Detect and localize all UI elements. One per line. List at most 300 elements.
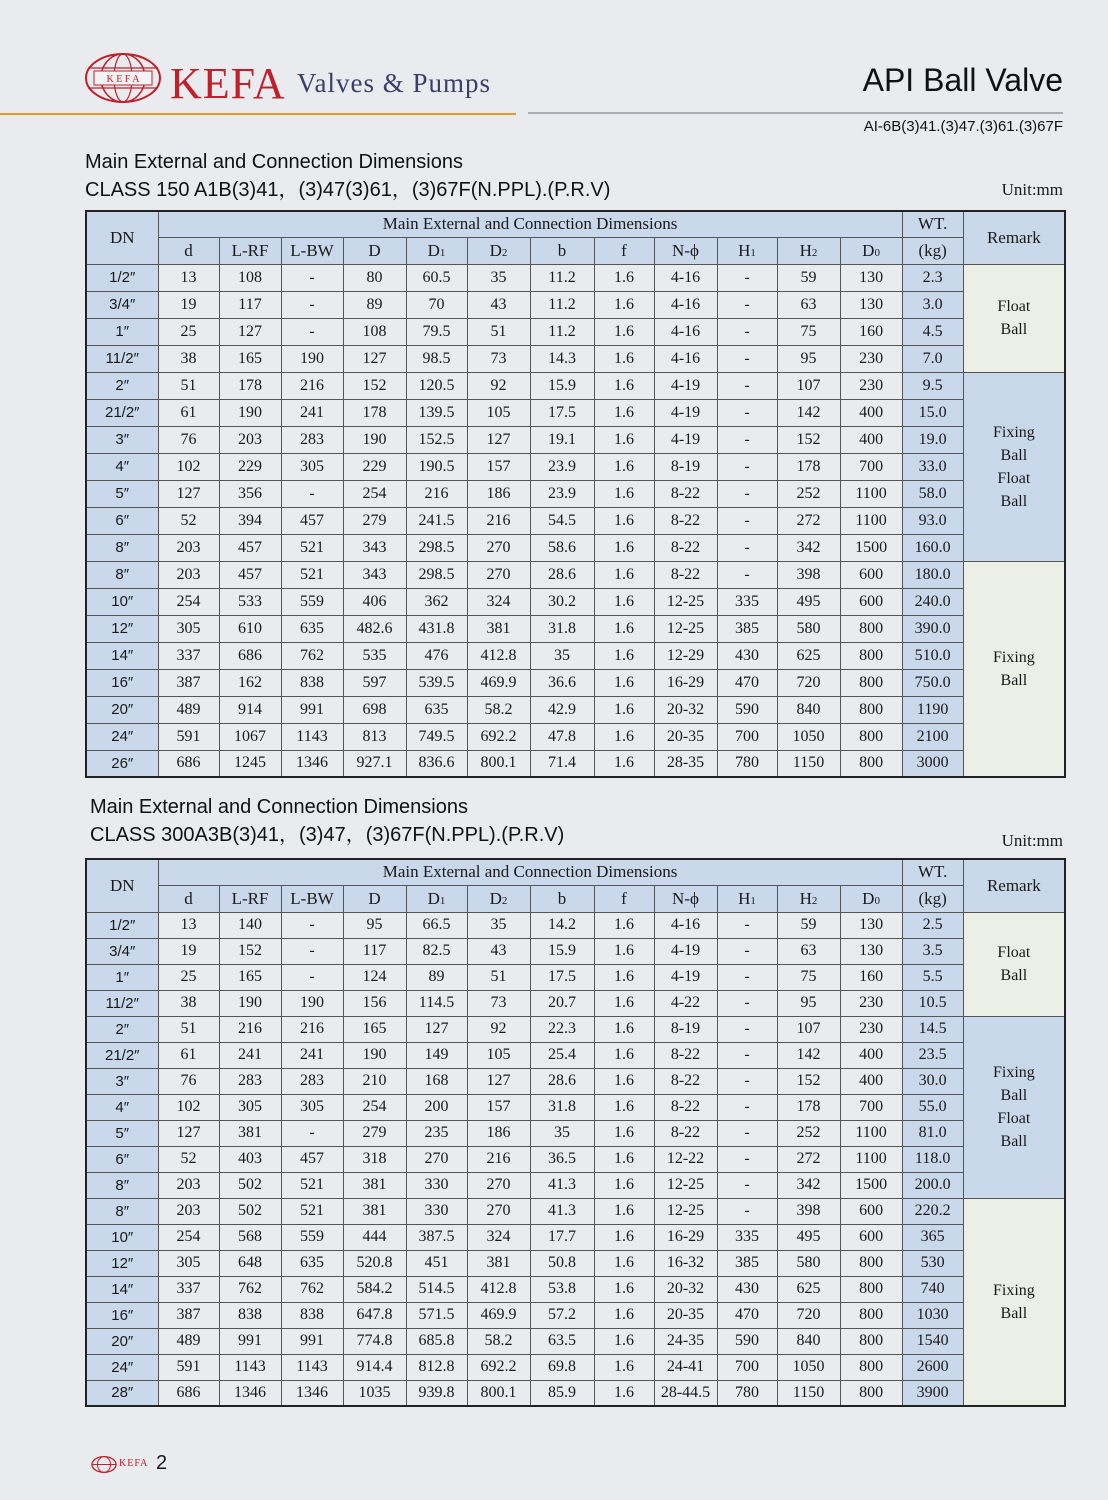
value-cell: 165 — [343, 1016, 406, 1042]
value-cell: 1.6 — [594, 264, 654, 291]
value-cell: 387 — [158, 669, 219, 696]
value-cell: 252 — [777, 480, 840, 507]
value-cell: 17.5 — [530, 964, 594, 990]
value-cell: 127 — [467, 1068, 530, 1094]
value-cell: 1.6 — [594, 561, 654, 588]
value-cell: 774.8 — [343, 1328, 406, 1354]
value-cell: - — [717, 990, 777, 1016]
dn-cell: 6″ — [86, 507, 158, 534]
value-cell: 800 — [840, 1276, 902, 1302]
column-header-subscript: 1 — [439, 246, 446, 259]
value-cell: 648 — [219, 1250, 281, 1276]
class-300-dimension-table — [85, 858, 1066, 1407]
table-row — [86, 990, 1065, 1016]
value-cell: 190 — [281, 990, 343, 1016]
value-cell: 10.5 — [902, 990, 963, 1016]
value-cell: 114.5 — [406, 990, 467, 1016]
value-cell: 279 — [343, 1120, 406, 1146]
value-cell: 127 — [406, 1016, 467, 1042]
value-cell: 800 — [840, 1380, 902, 1406]
value-cell: 152 — [219, 938, 281, 964]
value-cell: 92 — [467, 372, 530, 399]
value-cell: - — [717, 291, 777, 318]
value-cell: - — [717, 453, 777, 480]
value-cell: 108 — [219, 264, 281, 291]
value-cell: 252 — [777, 1120, 840, 1146]
value-cell: 800 — [840, 1302, 902, 1328]
value-cell: 1.6 — [594, 399, 654, 426]
column-header — [840, 885, 902, 912]
value-cell: 12-25 — [654, 588, 717, 615]
column-header-subscript: 1 — [750, 246, 756, 259]
value-cell: 20-35 — [654, 1302, 717, 1328]
value-cell: 254 — [158, 588, 219, 615]
column-header: b — [530, 237, 594, 264]
value-cell: 1.6 — [594, 723, 654, 750]
value-cell: 800 — [840, 642, 902, 669]
value-cell: 1500 — [840, 534, 902, 561]
dn-cell: 11/2″ — [86, 345, 158, 372]
value-cell: 1150 — [777, 1380, 840, 1406]
value-cell: 180.0 — [902, 561, 963, 588]
value-cell: 390.0 — [902, 615, 963, 642]
value-cell: 1150 — [777, 750, 840, 777]
value-cell: 1.6 — [594, 1354, 654, 1380]
value-cell: 530 — [902, 1250, 963, 1276]
value-cell: 117 — [219, 291, 281, 318]
value-cell: 762 — [219, 1276, 281, 1302]
value-cell: 1.6 — [594, 1276, 654, 1302]
value-cell: 1.6 — [594, 1042, 654, 1068]
dn-cell: 10″ — [86, 1224, 158, 1250]
value-cell: 1050 — [777, 723, 840, 750]
value-cell: 107 — [777, 1016, 840, 1042]
dn-cell: 14″ — [86, 642, 158, 669]
table-row — [86, 669, 1065, 696]
value-cell: 591 — [158, 723, 219, 750]
value-cell: 1190 — [902, 696, 963, 723]
table-row — [86, 588, 1065, 615]
value-cell: 42.9 — [530, 696, 594, 723]
value-cell: 51 — [467, 318, 530, 345]
value-cell: 254 — [158, 1224, 219, 1250]
value-cell: 4-16 — [654, 291, 717, 318]
value-cell: 35 — [467, 264, 530, 291]
value-cell: 178 — [343, 399, 406, 426]
dn-cell: 5″ — [86, 1120, 158, 1146]
value-cell: 337 — [158, 642, 219, 669]
value-cell: 47.8 — [530, 723, 594, 750]
value-cell: 216 — [467, 507, 530, 534]
column-header-text: D — [489, 240, 502, 260]
value-cell: 800.1 — [467, 750, 530, 777]
value-cell: - — [717, 1172, 777, 1198]
value-cell: 43 — [467, 291, 530, 318]
column-header-text: H — [738, 888, 751, 908]
value-cell: 700 — [840, 1094, 902, 1120]
value-cell: 356 — [219, 480, 281, 507]
value-cell: 2600 — [902, 1354, 963, 1380]
value-cell: 584.2 — [343, 1276, 406, 1302]
value-cell: 305 — [219, 1094, 281, 1120]
value-cell: 66.5 — [406, 912, 467, 938]
value-cell: 635 — [281, 615, 343, 642]
value-cell: 31.8 — [530, 1094, 594, 1120]
value-cell: 33.0 — [902, 453, 963, 480]
footer-logo-icon — [91, 1456, 117, 1473]
value-cell: 203 — [158, 1198, 219, 1224]
value-cell: 914 — [219, 696, 281, 723]
value-cell: - — [717, 264, 777, 291]
value-cell: 81.0 — [902, 1120, 963, 1146]
value-cell: 95 — [777, 990, 840, 1016]
table-row — [86, 372, 1065, 399]
value-cell: 41.3 — [530, 1172, 594, 1198]
value-cell: 190 — [219, 990, 281, 1016]
value-cell: 800 — [840, 615, 902, 642]
value-cell: 836.6 — [406, 750, 467, 777]
value-cell: 385 — [717, 615, 777, 642]
value-cell: 2.3 — [902, 264, 963, 291]
value-cell: 98.5 — [406, 345, 467, 372]
value-cell: - — [281, 912, 343, 938]
value-cell: 4-16 — [654, 912, 717, 938]
value-cell: 700 — [717, 723, 777, 750]
weight-unit-header: (kg) — [902, 237, 963, 264]
value-cell: 590 — [717, 1328, 777, 1354]
remark-header: Remark — [963, 859, 1065, 912]
column-header-text: D — [427, 240, 440, 260]
value-cell: 254 — [343, 480, 406, 507]
value-cell: - — [281, 264, 343, 291]
dn-header: DN — [86, 211, 158, 264]
remark-cell: Float Ball — [963, 264, 1065, 372]
value-cell: 210 — [343, 1068, 406, 1094]
value-cell: 28-44.5 — [654, 1380, 717, 1406]
value-cell: 38 — [158, 990, 219, 1016]
value-cell: 59 — [777, 912, 840, 938]
value-cell: 102 — [158, 1094, 219, 1120]
section-2-title-line1: Main External and Connection Dimensions — [90, 796, 468, 818]
value-cell: 160.0 — [902, 534, 963, 561]
value-cell: 686 — [158, 750, 219, 777]
value-cell: 4-19 — [654, 964, 717, 990]
remark-cell: Fixing Ball — [963, 561, 1065, 777]
value-cell: 1067 — [219, 723, 281, 750]
value-cell: - — [717, 912, 777, 938]
value-cell: 142 — [777, 1042, 840, 1068]
value-cell: 240.0 — [902, 588, 963, 615]
table-row — [86, 480, 1065, 507]
value-cell: 647.8 — [343, 1302, 406, 1328]
value-cell: 279 — [343, 507, 406, 534]
value-cell: 495 — [777, 1224, 840, 1250]
value-cell: 16-29 — [654, 669, 717, 696]
dn-cell: 14″ — [86, 1276, 158, 1302]
value-cell: 381 — [219, 1120, 281, 1146]
value-cell: 1100 — [840, 480, 902, 507]
value-cell: 17.5 — [530, 399, 594, 426]
column-header: L-BW — [281, 237, 343, 264]
value-cell: 1540 — [902, 1328, 963, 1354]
value-cell: 457 — [281, 1146, 343, 1172]
value-cell: 451 — [406, 1250, 467, 1276]
value-cell: 200 — [406, 1094, 467, 1120]
value-cell: 51 — [158, 372, 219, 399]
value-cell: 229 — [219, 453, 281, 480]
value-cell: 470 — [717, 669, 777, 696]
dn-cell: 5″ — [86, 480, 158, 507]
value-cell: 17.7 — [530, 1224, 594, 1250]
value-cell: - — [717, 1016, 777, 1042]
value-cell: 1143 — [281, 723, 343, 750]
dn-header: DN — [86, 859, 158, 912]
value-cell: 4-16 — [654, 318, 717, 345]
value-cell: 272 — [777, 507, 840, 534]
value-cell: 2100 — [902, 723, 963, 750]
value-cell: 190 — [219, 399, 281, 426]
value-cell: 76 — [158, 426, 219, 453]
value-cell: 1.6 — [594, 507, 654, 534]
value-cell: 25.4 — [530, 1042, 594, 1068]
value-cell: 270 — [406, 1146, 467, 1172]
value-cell: 73 — [467, 345, 530, 372]
value-cell: 1.6 — [594, 642, 654, 669]
value-cell: - — [717, 964, 777, 990]
value-cell: 35 — [530, 1120, 594, 1146]
value-cell: 1.6 — [594, 345, 654, 372]
value-cell: 157 — [467, 1094, 530, 1120]
value-cell: 139.5 — [406, 399, 467, 426]
value-cell: 3.0 — [902, 291, 963, 318]
weight-unit-header: (kg) — [902, 885, 963, 912]
value-cell: - — [717, 561, 777, 588]
value-cell: 80 — [343, 264, 406, 291]
table-row — [86, 1328, 1065, 1354]
dn-cell: 28″ — [86, 1380, 158, 1406]
value-cell: 58.2 — [467, 1328, 530, 1354]
value-cell: 58.0 — [902, 480, 963, 507]
table-row — [86, 938, 1065, 964]
header-row-2 — [86, 237, 1065, 264]
value-cell: 700 — [717, 1354, 777, 1380]
value-cell: 720 — [777, 1302, 840, 1328]
value-cell: 914.4 — [343, 1354, 406, 1380]
dn-cell: 20″ — [86, 1328, 158, 1354]
value-cell: 324 — [467, 1224, 530, 1250]
value-cell: 305 — [158, 615, 219, 642]
column-header: L-RF — [219, 885, 281, 912]
value-cell: 270 — [467, 1198, 530, 1224]
value-cell: 12-25 — [654, 1172, 717, 1198]
value-cell: 30.0 — [902, 1068, 963, 1094]
value-cell: 52 — [158, 1146, 219, 1172]
value-cell: 600 — [840, 561, 902, 588]
value-cell: 241 — [281, 1042, 343, 1068]
value-cell: 108 — [343, 318, 406, 345]
value-cell: 4-22 — [654, 990, 717, 1016]
value-cell: 12-25 — [654, 1198, 717, 1224]
value-cell: 1346 — [281, 1380, 343, 1406]
value-cell: 740 — [902, 1276, 963, 1302]
value-cell: 127 — [158, 480, 219, 507]
value-cell: - — [717, 938, 777, 964]
value-cell: 8-22 — [654, 1120, 717, 1146]
value-cell: 71.4 — [530, 750, 594, 777]
column-header: d — [158, 885, 219, 912]
value-cell: 4-19 — [654, 426, 717, 453]
value-cell: 25 — [158, 318, 219, 345]
value-cell: 1.6 — [594, 318, 654, 345]
weight-header: WT. — [902, 211, 963, 237]
value-cell: 1.6 — [594, 1250, 654, 1276]
value-cell: 13 — [158, 264, 219, 291]
value-cell: 28-35 — [654, 750, 717, 777]
value-cell: 1.6 — [594, 938, 654, 964]
dimension-group-header: Main External and Connection Dimensions — [158, 859, 902, 885]
value-cell: 105 — [467, 399, 530, 426]
value-cell: 14.3 — [530, 345, 594, 372]
value-cell: 381 — [343, 1172, 406, 1198]
table-row — [86, 696, 1065, 723]
table-row — [86, 750, 1065, 777]
value-cell: 342 — [777, 1172, 840, 1198]
value-cell: 19.0 — [902, 426, 963, 453]
dn-cell: 4″ — [86, 453, 158, 480]
value-cell: 457 — [219, 561, 281, 588]
column-header: f — [594, 885, 654, 912]
value-cell: 625 — [777, 642, 840, 669]
value-cell: 254 — [343, 1094, 406, 1120]
value-cell: 23.5 — [902, 1042, 963, 1068]
value-cell: 58.6 — [530, 534, 594, 561]
value-cell: 9.5 — [902, 372, 963, 399]
value-cell: 60.5 — [406, 264, 467, 291]
value-cell: 178 — [777, 1094, 840, 1120]
value-cell: 4-19 — [654, 938, 717, 964]
value-cell: 178 — [777, 453, 840, 480]
section-2-title — [90, 793, 564, 849]
table-row — [86, 1042, 1065, 1068]
value-cell: 991 — [281, 1328, 343, 1354]
value-cell: 800 — [840, 696, 902, 723]
value-cell: 41.3 — [530, 1198, 594, 1224]
value-cell: - — [717, 426, 777, 453]
remark-header: Remark — [963, 211, 1065, 264]
value-cell: 1.6 — [594, 291, 654, 318]
value-cell: 76 — [158, 1068, 219, 1094]
page-number: 2 — [156, 1452, 168, 1474]
value-cell: 571.5 — [406, 1302, 467, 1328]
column-header: D — [343, 237, 406, 264]
value-cell: 24-41 — [654, 1354, 717, 1380]
dn-cell: 8″ — [86, 561, 158, 588]
value-cell: 63 — [777, 291, 840, 318]
value-cell: 559 — [281, 1224, 343, 1250]
value-cell: 600 — [840, 588, 902, 615]
value-cell: 28.6 — [530, 561, 594, 588]
table-row — [86, 264, 1065, 291]
value-cell: 1143 — [281, 1354, 343, 1380]
value-cell: 1.6 — [594, 588, 654, 615]
value-cell: 580 — [777, 615, 840, 642]
value-cell: 79.5 — [406, 318, 467, 345]
value-cell: 272 — [777, 1146, 840, 1172]
value-cell: 15.9 — [530, 372, 594, 399]
value-cell: 385 — [717, 1250, 777, 1276]
value-cell: 57.2 — [530, 1302, 594, 1328]
value-cell: 216 — [406, 480, 467, 507]
footer-brand: KEFA — [119, 1458, 149, 1469]
header-row-1 — [86, 211, 1065, 237]
value-cell: 283 — [281, 1068, 343, 1094]
value-cell: 4.5 — [902, 318, 963, 345]
value-cell: 685.8 — [406, 1328, 467, 1354]
value-cell: 590 — [717, 696, 777, 723]
value-cell: 1143 — [219, 1354, 281, 1380]
value-cell: 800 — [840, 1250, 902, 1276]
value-cell: 1.6 — [594, 696, 654, 723]
value-cell: 52 — [158, 507, 219, 534]
value-cell: 8-22 — [654, 1042, 717, 1068]
value-cell: 412.8 — [467, 1276, 530, 1302]
value-cell: 92 — [467, 1016, 530, 1042]
value-cell: 20-35 — [654, 723, 717, 750]
value-cell: 597 — [343, 669, 406, 696]
value-cell: 800 — [840, 669, 902, 696]
value-cell: 16-32 — [654, 1250, 717, 1276]
column-header: d — [158, 237, 219, 264]
column-header: L-RF — [219, 237, 281, 264]
column-header — [840, 237, 902, 264]
table-row — [86, 642, 1065, 669]
value-cell: 720 — [777, 669, 840, 696]
value-cell: 30.2 — [530, 588, 594, 615]
column-header — [777, 885, 840, 912]
value-cell: 203 — [158, 534, 219, 561]
header-rule-orange — [0, 113, 516, 115]
value-cell: 152.5 — [406, 426, 467, 453]
value-cell: 1.6 — [594, 480, 654, 507]
value-cell: 230 — [840, 372, 902, 399]
section-2-title-line2: CLASS 300A3B(3)41，(3)47，(3)67F(N.PPL).(P.R.V) — [90, 824, 565, 846]
value-cell: 535 — [343, 642, 406, 669]
value-cell: 102 — [158, 453, 219, 480]
value-cell: 23.9 — [530, 453, 594, 480]
value-cell: 8-22 — [654, 561, 717, 588]
value-cell: 12-22 — [654, 1146, 717, 1172]
value-cell: - — [281, 480, 343, 507]
section-2-unit: Unit:mm — [1001, 831, 1063, 850]
value-cell: 305 — [281, 453, 343, 480]
value-cell: 400 — [840, 1068, 902, 1094]
kefa-globe-logo — [84, 52, 162, 104]
value-cell: 89 — [343, 291, 406, 318]
brand-subtitle: Valves & Pumps — [297, 68, 492, 98]
value-cell: 28.6 — [530, 1068, 594, 1094]
value-cell: - — [281, 1120, 343, 1146]
table-row — [86, 1198, 1065, 1224]
value-cell: 75 — [777, 318, 840, 345]
value-cell: 580 — [777, 1250, 840, 1276]
value-cell: 14.5 — [902, 1016, 963, 1042]
value-cell: 991 — [281, 696, 343, 723]
value-cell: 430 — [717, 1276, 777, 1302]
dn-cell: 10″ — [86, 588, 158, 615]
value-cell: 635 — [406, 696, 467, 723]
value-cell: 95 — [777, 345, 840, 372]
value-cell: - — [717, 399, 777, 426]
